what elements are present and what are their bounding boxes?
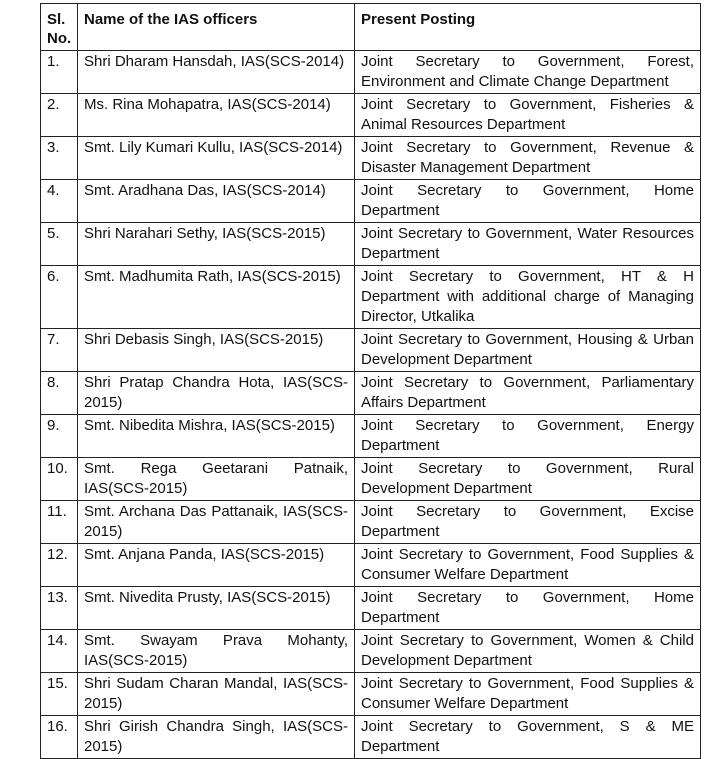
row-sl-no: 11. [41, 501, 78, 544]
row-officer-name: Smt. Anjana Panda, IAS(SCS-2015) [78, 544, 355, 587]
row-sl-no: 9. [41, 415, 78, 458]
table-header-row [41, 4, 701, 51]
header-present-posting: Present Posting [355, 4, 701, 51]
table-row [41, 51, 701, 94]
row-officer-name: Smt. Nivedita Prusty, IAS(SCS-2015) [78, 587, 355, 630]
row-officer-name: Smt. Archana Das Pattanaik, IAS(SCS-2015) [78, 501, 355, 544]
table-row [41, 372, 701, 415]
row-present-posting: Joint Secretary to Government, HT & H Department with additional charge of Managing Director, Utkalika [355, 266, 701, 329]
row-officer-name: Ms. Rina Mohapatra, IAS(SCS-2014) [78, 94, 355, 137]
row-present-posting: Joint Secretary to Government, Rural Development Department [355, 458, 701, 501]
row-sl-no: 1. [41, 51, 78, 94]
row-officer-name: Smt. Swayam Prava Mohanty, IAS(SCS-2015) [78, 630, 355, 673]
table-row [41, 544, 701, 587]
row-sl-no: 15. [41, 673, 78, 716]
table-row [41, 630, 701, 673]
row-sl-no: 13. [41, 587, 78, 630]
row-present-posting: Joint Secretary to Government, Fisheries & Animal Resources Department [355, 94, 701, 137]
row-sl-no: 16. [41, 716, 78, 759]
row-sl-no: 6. [41, 266, 78, 329]
row-officer-name: Smt. Aradhana Das, IAS(SCS-2014) [78, 180, 355, 223]
table-row [41, 94, 701, 137]
row-sl-no: 10. [41, 458, 78, 501]
row-officer-name: Smt. Lily Kumari Kullu, IAS(SCS-2014) [78, 137, 355, 180]
row-officer-name: Smt. Madhumita Rath, IAS(SCS-2015) [78, 266, 355, 329]
table-row [41, 673, 701, 716]
row-officer-name: Shri Girish Chandra Singh, IAS(SCS-2015) [78, 716, 355, 759]
table-row [41, 716, 701, 759]
row-officer-name: Shri Debasis Singh, IAS(SCS-2015) [78, 329, 355, 372]
table-row [41, 223, 701, 266]
row-present-posting: Joint Secretary to Government, Food Supplies & Consumer Welfare Department [355, 673, 701, 716]
row-officer-name: Shri Narahari Sethy, IAS(SCS-2015) [78, 223, 355, 266]
row-officer-name: Shri Sudam Charan Mandal, IAS(SCS-2015) [78, 673, 355, 716]
row-officer-name: Smt. Rega Geetarani Patnaik, IAS(SCS-2015) [78, 458, 355, 501]
row-present-posting: Joint Secretary to Government, Food Supplies & Consumer Welfare Department [355, 544, 701, 587]
row-sl-no: 2. [41, 94, 78, 137]
table-row [41, 415, 701, 458]
row-present-posting: Joint Secretary to Government, Excise Department [355, 501, 701, 544]
row-present-posting: Joint Secretary to Government, Home Department [355, 587, 701, 630]
row-officer-name: Shri Dharam Hansdah, IAS(SCS-2014) [78, 51, 355, 94]
table-row [41, 329, 701, 372]
row-sl-no: 7. [41, 329, 78, 372]
row-officer-name: Shri Pratap Chandra Hota, IAS(SCS-2015) [78, 372, 355, 415]
row-sl-no: 8. [41, 372, 78, 415]
row-sl-no: 5. [41, 223, 78, 266]
header-officer-name: Name of the IAS officers [78, 4, 355, 51]
row-officer-name: Smt. Nibedita Mishra, IAS(SCS-2015) [78, 415, 355, 458]
row-present-posting: Joint Secretary to Government, Home Department [355, 180, 701, 223]
table-row [41, 501, 701, 544]
row-present-posting: Joint Secretary to Government, Housing & Urban Development Department [355, 329, 701, 372]
table-row [41, 180, 701, 223]
officers-posting-table [40, 3, 701, 759]
row-present-posting: Joint Secretary to Government, Forest, Environment and Climate Change Department [355, 51, 701, 94]
table-row [41, 458, 701, 501]
table-row [41, 137, 701, 180]
row-sl-no: 14. [41, 630, 78, 673]
header-sl-no: Sl. No. [41, 4, 78, 51]
row-present-posting: Joint Secretary to Government, S & ME Department [355, 716, 701, 759]
row-sl-no: 12. [41, 544, 78, 587]
row-present-posting: Joint Secretary to Government, Energy Department [355, 415, 701, 458]
row-sl-no: 3. [41, 137, 78, 180]
row-present-posting: Joint Secretary to Government, Water Resources Department [355, 223, 701, 266]
row-present-posting: Joint Secretary to Government, Parliamentary Affairs Department [355, 372, 701, 415]
row-sl-no: 4. [41, 180, 78, 223]
table-row [41, 587, 701, 630]
table-row [41, 266, 701, 329]
row-present-posting: Joint Secretary to Government, Women & Child Development Department [355, 630, 701, 673]
row-present-posting: Joint Secretary to Government, Revenue & Disaster Management Department [355, 137, 701, 180]
